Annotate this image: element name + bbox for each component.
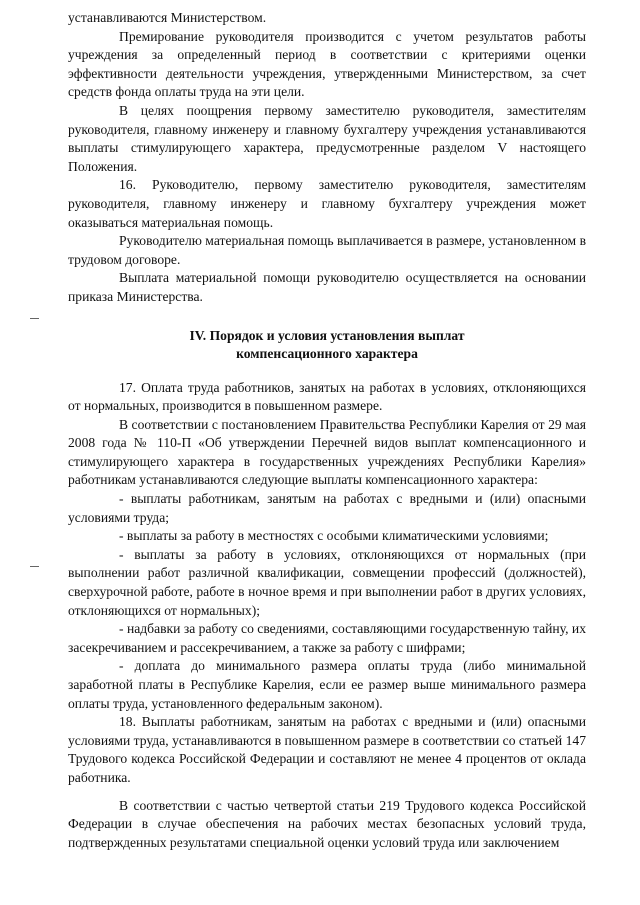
margin-mark [30,566,39,567]
paragraph: устанавливаются Министерством. [68,10,267,25]
paragraph: 16. Руководителю, первому заместителю руководителя, заместителям руководителя, главному инженеру и главному бухгалтеру учреждения может оказываться материальная помощь. [68,177,586,230]
list-item: - выплаты работникам, занятым на работах с вредными и (или) опасными условиями труда; [68,491,586,525]
margin-mark [30,318,39,319]
paragraph: 18. Выплаты работникам, занятым на работах с вредными и (или) опасными условиями труда, устанавливаются в повышенном размере в соответствии со статьей 147 Трудового кодекса Российской Федерации и составляют не менее 4 процентов от оклада работника. [68,714,586,785]
document-body [68,9,586,852]
paragraph: Выплата материальной помощи руководителю осуществляется на основании приказа Министерства. [68,270,586,304]
section-heading-line: компенсационного характера [236,345,418,361]
paragraph: В соответствии с постановлением Правительства Республики Карелия от 29 мая 2008 года № 110-П «Об утверждении Перечней видов выплат компенсационного и стимулирующего характера в государственных учреждениях Республики Карелия» работникам устанавливаются следующие выплаты компенсационного характера: [68,416,586,488]
list-item: - выплаты за работу в условиях, отклоняющихся от нормальных (при выполнении работ различной квалификации, совмещении профессий (должностей), сверхурочной работе, работе в ночное время и при выполнении работ в других условиях, отклоняющихся от нормальных); [68,546,586,618]
list-item: - выплаты за работу в местностях с особыми климатическими условиями; [119,528,549,544]
paragraph: Премирование руководителя производится с учетом результатов работы учреждения за определенный период в соответствии с критериями оценки эффективности деятельности учреждения, утвержденными Министерством, за счет средств фонда оплаты труда на эти цели. [68,28,586,100]
section-heading-line: IV. Порядок и условия установления выплат [189,327,465,343]
list-item: - надбавки за работу со сведениями, составляющими государственную тайну, их засекречиванием и рассекречиванием, а также за работу с шифрами; [68,621,586,655]
paragraph: 17. Оплата труда работников, занятых на работах в условиях, отклоняющихся от нормальных, производится в повышенном размере. [68,379,586,414]
paragraph: В соответствии с частью четвертой статьи 219 Трудового кодекса Российской Федерации в случае обеспечения на рабочих местах безопасных условий труда, подтвержденных результатами специальной оценки условий труда или заключением [68,797,586,850]
paragraph: Руководителю материальная помощь выплачивается в размере, установленном в трудовом договоре. [68,233,586,267]
section-heading [68,327,586,363]
list-item: - доплата до минимального размера оплаты труда (либо минимальной заработной платы в Республике Карелия, если ее размер выше минимального размера оплаты труда, установленного федеральным законом). [68,658,586,711]
paragraph: В целях поощрения первому заместителю руководителя, заместителям руководителя, главному инженеру и главному бухгалтеру учреждения устанавливаются выплаты стимулирующего характера, предусмотренные разделом V настоящего Положения. [68,102,586,174]
